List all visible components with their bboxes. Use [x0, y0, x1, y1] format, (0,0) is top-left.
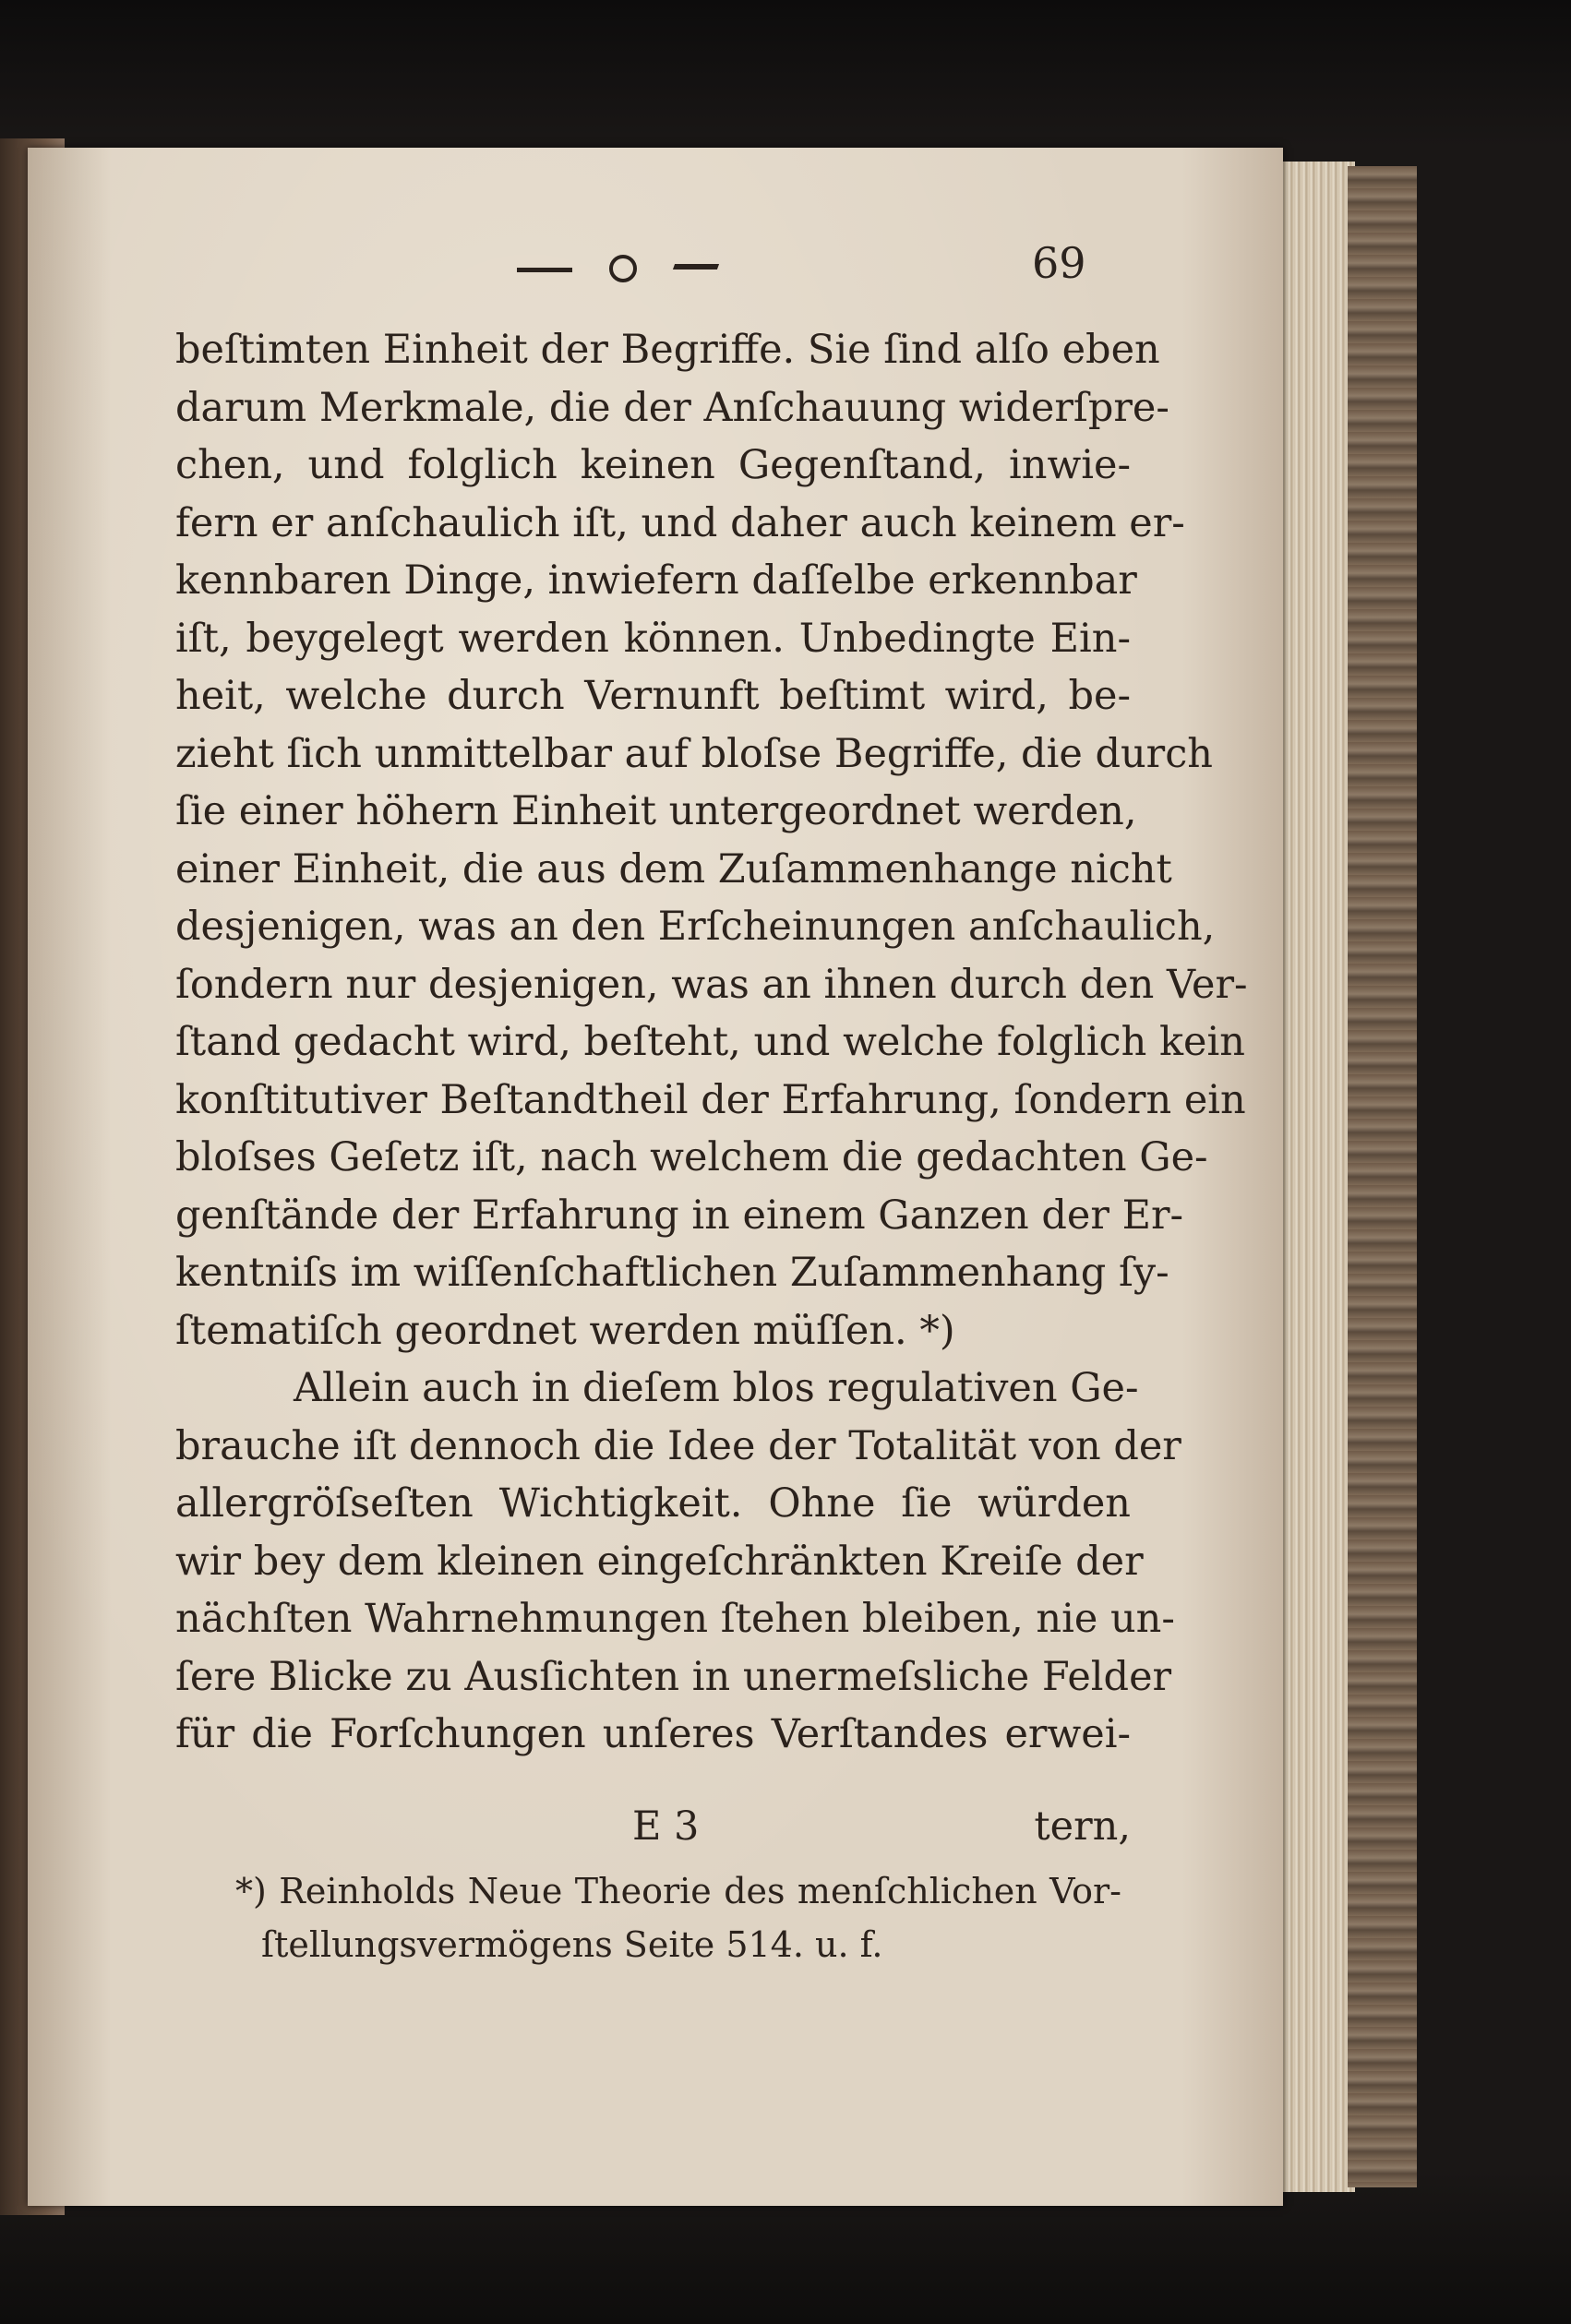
signature-mark: E 3	[632, 1803, 700, 1850]
text-line: zieht ſich unmittelbar auf bloſse Begriffe, die durch	[175, 730, 1214, 777]
text-line: fern er anſchaulich iſt, und daher auch keinem er-	[175, 499, 1185, 546]
signature-line	[175, 1798, 1131, 1855]
text-line: bloſses Geſetz iſt, nach welchem die gedachten Ge-	[175, 1134, 1208, 1180]
text-line: kennbaren Dinge, inwiefern daſſelbe erkennbar	[175, 557, 1137, 604]
page-number: 69	[1032, 238, 1086, 288]
catchword: tern,	[1034, 1803, 1131, 1850]
text-line: darum Merkmale, die der Anſchauung widerſpre-	[175, 384, 1169, 431]
text-line: ſtand gedacht wird, beſteht, und welche folglich kein	[175, 1019, 1245, 1065]
footnote-line: *) Reinholds Neue Theorie des menſchlichen Vor-	[235, 1871, 1121, 1911]
text-line: allergröſseſten Wichtigkeit. Ohne ſie würden	[175, 1480, 1131, 1527]
text-line: beſtimten Einheit der Begriffe. Sie ſind alſo eben	[175, 327, 1160, 373]
page-edges	[1272, 162, 1355, 2192]
running-head-ornament	[517, 242, 978, 297]
text-line: desjenigen, was an den Erſcheinungen anſchaulich,	[175, 904, 1216, 950]
text-line: chen, und folglich keinen Gegenſtand, inwie-	[175, 442, 1131, 488]
text-line: iſt, beygelegt werden können. Unbedingte Ein-	[175, 615, 1131, 662]
footnote	[235, 1864, 1121, 1971]
text-line: für die Forſchungen unſeres Verſtandes erwei-	[175, 1711, 1131, 1757]
text-line: genſtände der Erfahrung in einem Ganzen der Er-	[175, 1192, 1184, 1239]
ornament-dash-left	[517, 268, 572, 272]
text-line-paragraph-start: Allein auch in dieſem blos regulativen Ge-	[294, 1365, 1139, 1411]
text-line: kentniſs im wiſſenſchaftlichen Zuſammenhang ſy-	[175, 1250, 1169, 1296]
text-line: ſie einer höhern Einheit untergeordnet werden,	[175, 788, 1137, 834]
text-line: nächſten Wahrnehmungen ſtehen bleiben, nie un-	[175, 1596, 1175, 1642]
footnote-line: ſtellungsvermögens Seite 514. u. f.	[261, 1924, 883, 1965]
body-text	[175, 321, 1248, 1764]
text-line: ſondern nur desjenigen, was an ihnen durch den Ver-	[175, 961, 1248, 1008]
text-line: brauche iſt dennoch die Idee der Totalität von der	[175, 1422, 1181, 1469]
text-line: konſtitutiver Beſtandtheil der Erfahrung, ſondern ein	[175, 1076, 1246, 1123]
ornament-dash-right	[673, 264, 719, 270]
text-line: ſere Blicke zu Ausſichten in unermeſsliche Felder	[175, 1653, 1172, 1700]
ornament-circle	[609, 255, 637, 282]
text-line: heit, welche durch Vernunft beſtimt wird, be-	[175, 673, 1131, 719]
text-line: wir bey dem kleinen eingeſchränkten Kreiſe der	[175, 1538, 1144, 1585]
book-spine	[1348, 166, 1417, 2187]
text-line: einer Einheit, die aus dem Zuſammenhange nicht	[175, 845, 1172, 892]
text-line: ſtematiſch geordnet werden müſſen. *)	[175, 1307, 955, 1354]
